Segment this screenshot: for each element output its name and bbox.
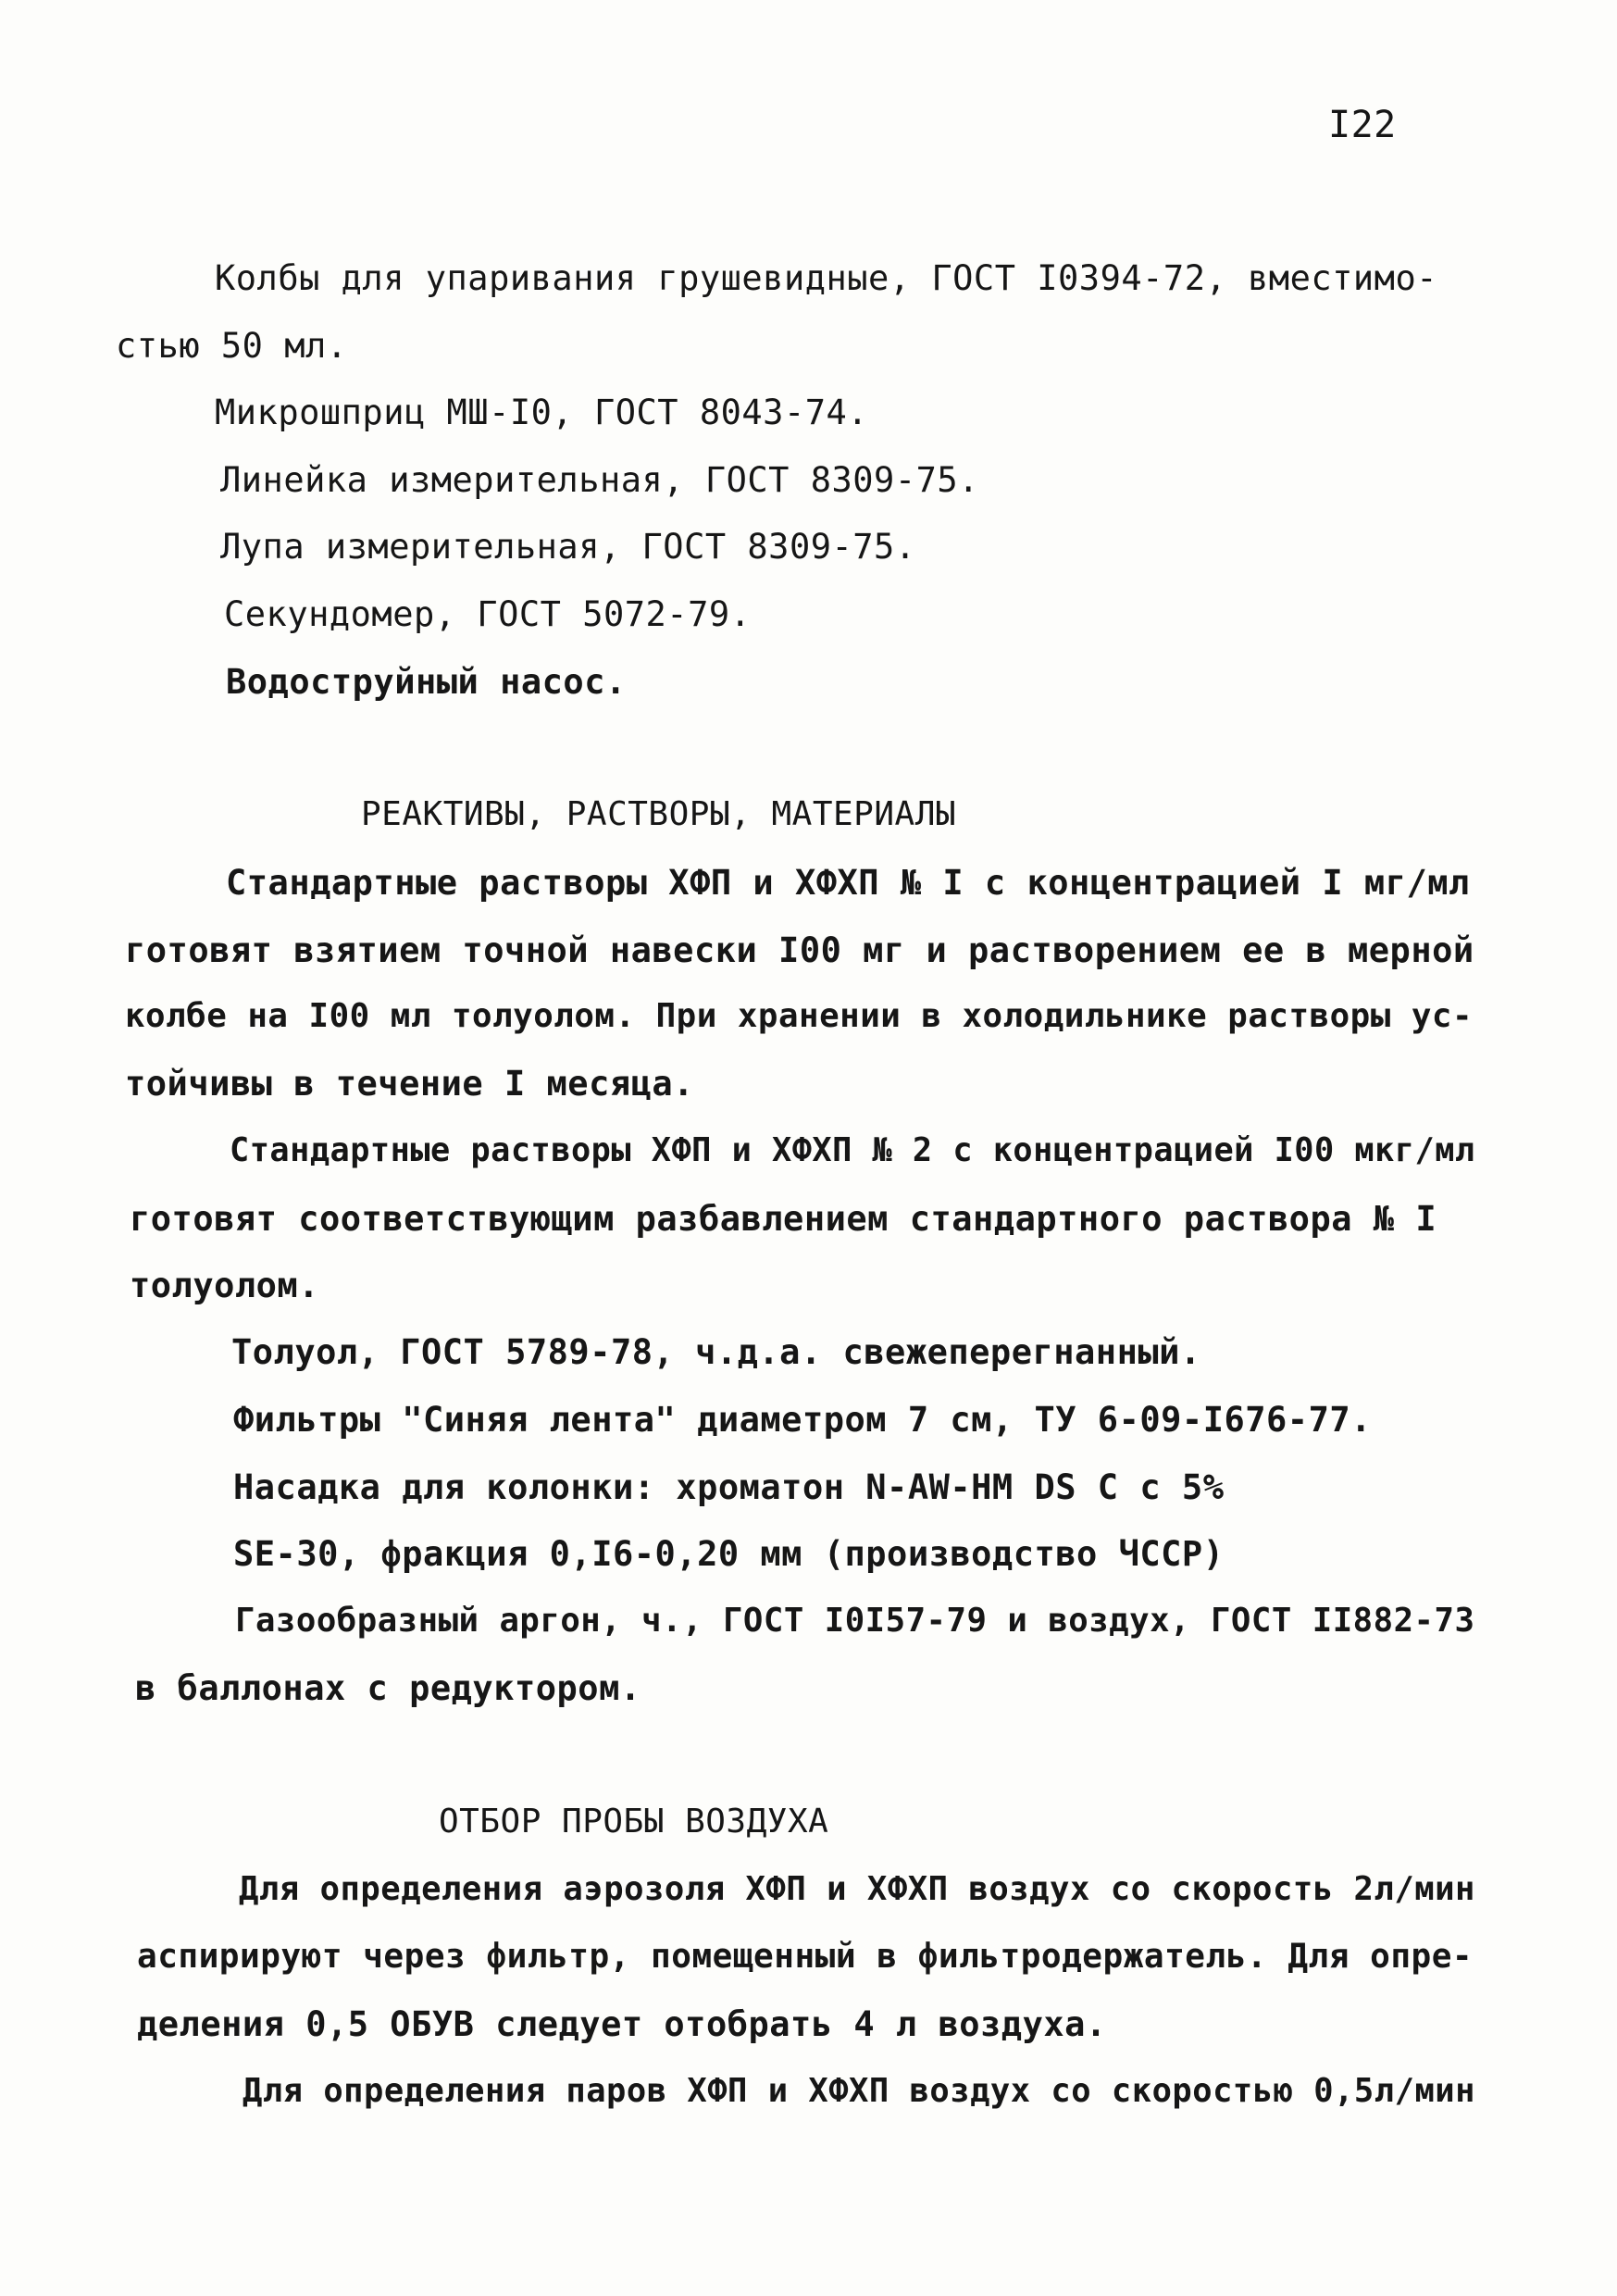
equipment-line: Линейка измерительная, ГОСТ 8309-75. [220,460,979,500]
reagents-line: Толуол, ГОСТ 5789-78, ч.д.а. свежеперегнанный. [231,1332,1201,1372]
reagents-line: Насадка для колонки: хроматон N-AW-HM DS C с 5% [233,1467,1225,1507]
reagents-line: готовят соответствующим разбавлением стандартного раствора № I [130,1199,1437,1239]
reagents-line: толуолом. [130,1266,319,1305]
page-number: I22 [1328,104,1397,146]
reagents-line: Стандартные растворы ХФП и ХФХП № I с концентрацией I мг/мл [226,863,1470,903]
equipment-line: стью 50 мл. [116,326,348,366]
equipment-line: Секундомер, ГОСТ 5072-79. [224,594,752,634]
equipment-line: Микрошприц МШ-I0, ГОСТ 8043-74. [215,393,869,432]
reagents-line: тойчивы в течение I месяца. [125,1064,694,1104]
sampling-heading: ОТБОР ПРОБЫ ВОЗДУХА [439,1803,829,1841]
reagents-heading: РЕАКТИВЫ, РАСТВОРЫ, МАТЕРИАЛЫ [361,795,957,833]
sampling-line: Для определения аэрозоля ХФП и ХФХП воздух со скорость 2л/мин [239,1870,1475,1908]
sampling-line: деления 0,5 ОБУВ следует отобрать 4 л воздуха. [137,2004,1107,2044]
reagents-line: Газообразный аргон, ч., ГОСТ I0I57-79 и воздух, ГОСТ II882-73 [235,1602,1475,1640]
equipment-line: Колбы для упаривания грушевидные, ГОСТ I0394-72, вместимо- [215,258,1438,298]
reagents-line: готовят взятием точной навески I00 мг и растворением ее в мерной [125,930,1474,970]
equipment-line: Лупа измерительная, ГОСТ 8309-75. [220,527,916,567]
equipment-line: Водоструйный насос. [226,662,627,702]
sampling-line: аспирируют через фильтр, помещенный в фильтродержатель. Для опре- [137,1937,1474,1976]
reagents-line: в баллонах с редуктором. [135,1668,641,1708]
reagents-line: колбе на I00 мл толуолом. При хранении в холодильнике растворы ус- [125,997,1474,1035]
sampling-line: Для определения паров ХФП и ХФХП воздух со скоростью 0,5л/мин [243,2072,1475,2110]
reagents-line: Фильтры "Синяя лента" диаметром 7 см, ТУ 6-09-I676-77. [233,1400,1372,1440]
reagents-line: Стандартные растворы ХФП и ХФХП № 2 с концентрацией I00 мкг/мл [230,1131,1475,1169]
reagents-line: SE-30, фракция 0,I6-0,20 мм (производство ЧССР) [233,1534,1225,1574]
